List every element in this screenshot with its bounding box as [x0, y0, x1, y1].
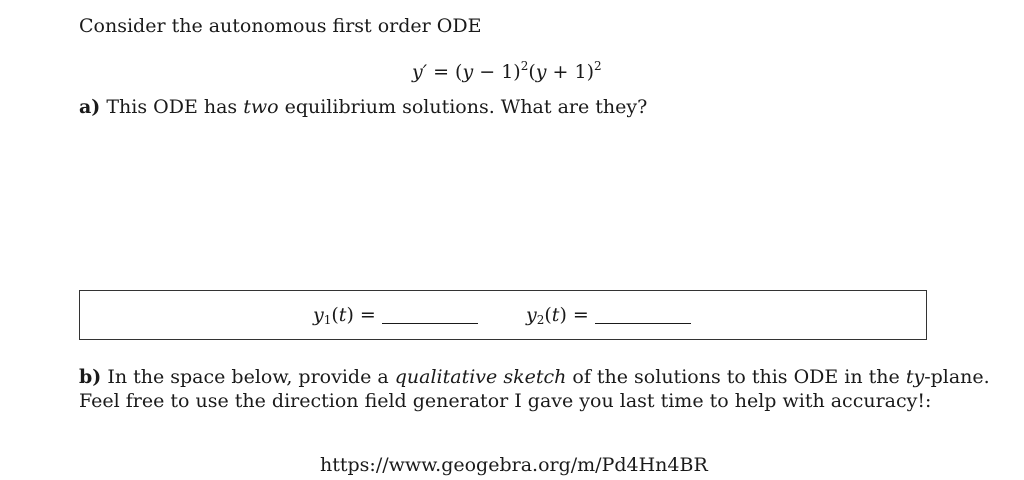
answer-y1-var: y	[313, 304, 324, 326]
equation-equals: = (	[427, 61, 463, 83]
part-a-text-after: equilibrium solutions. What are they?	[278, 96, 648, 118]
answer-y2-open: (	[544, 304, 552, 326]
answer-y2-var: y	[526, 304, 537, 326]
equation-y2: y	[535, 61, 547, 83]
answer-y2-t: t	[551, 304, 560, 326]
answer-y1-close: ) =	[346, 304, 376, 326]
equation-exponent-2: 2	[594, 59, 602, 73]
answer-y2-blank[interactable]	[595, 322, 691, 324]
equation-lhs: y′	[412, 61, 428, 83]
answer-y1-blank[interactable]	[382, 322, 478, 324]
answer-y1-sub: 1	[323, 313, 332, 327]
part-a-label: a)	[79, 96, 101, 118]
answer-y1-open: (	[331, 304, 339, 326]
part-b-line1-plane: ty	[905, 366, 925, 388]
part-b-line-1	[79, 365, 990, 389]
equation-exponent-1: 2	[520, 59, 529, 73]
equation-minus-one: − 1)	[473, 61, 521, 83]
answer-y2-close: ) =	[559, 304, 589, 326]
answer-field-y2	[526, 303, 691, 327]
equation-open-paren: (	[528, 61, 536, 83]
part-b-line-2: Feel free to use the direction field generator I gave you last time to help with accuracy!:	[79, 390, 932, 412]
part-a-emphasis: two	[243, 96, 279, 118]
part-b-line1-after: -plane.	[924, 366, 990, 388]
part-b-line1-mid: of the solutions to this ODE in the	[566, 366, 906, 388]
equation-plus-one: + 1)	[546, 61, 595, 83]
answer-y1-t: t	[338, 304, 347, 326]
geogebra-link[interactable]: https://www.geogebra.org/m/Pd4Hn4BR	[320, 454, 708, 476]
answer-box	[79, 290, 927, 340]
part-a-question	[79, 95, 647, 119]
answer-y2-sub: 2	[536, 313, 545, 327]
part-a-text-before: This ODE has	[100, 96, 244, 118]
part-b-line1-before: In the space below, provide a	[101, 366, 395, 388]
part-b-line1-emphasis: qualitative sketch	[394, 366, 567, 388]
equation-y1: y	[462, 61, 474, 83]
ode-equation	[412, 60, 602, 84]
part-b-label: b)	[79, 366, 102, 388]
answer-field-y1	[313, 303, 478, 327]
part-b-question	[79, 365, 990, 413]
intro-text: Consider the autonomous first order ODE	[79, 15, 482, 37]
